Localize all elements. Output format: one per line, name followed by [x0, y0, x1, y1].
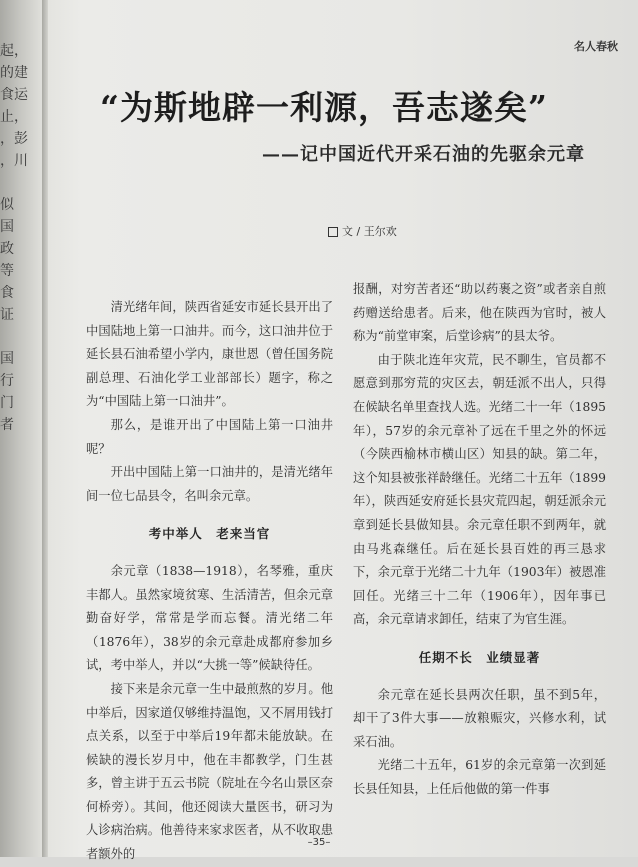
fragment-line: 者	[0, 417, 14, 433]
paragraph: 报酬，对穷苦者还“助以药裹之资”或者亲自煎药赠送给患者。后来，他在陕西为官时，被人称为“前堂审案，后堂诊病”的县太爷。	[353, 282, 606, 344]
fragment-line: 止，	[0, 109, 28, 125]
fragment-line: ，川	[0, 153, 28, 169]
fragment-line: 食运	[0, 87, 28, 103]
left-column	[86, 296, 333, 867]
article-subtitle: ——记中国近代开采石油的先驱余元章	[262, 144, 585, 165]
section-label: 名人春秋	[574, 40, 618, 53]
paragraph: 那么，是谁开出了中国陆上第一口油井呢？	[86, 417, 333, 456]
fragment-line: 食	[0, 285, 14, 301]
article-title: “为斯地辟一利源，吾志遂矣”	[100, 88, 548, 127]
right-column	[353, 278, 606, 801]
fragment-line: 国	[0, 351, 14, 367]
fragment-line: 等	[0, 263, 14, 279]
paragraph: 接下来是余元章一生中最煎熬的岁月。他中举后，因家道仅够维持温饱，又不屑用钱打点关系，以至于中举后19年都未能放缺。在候缺的漫长岁月中，他在丰都教学，门生甚多，曾主讲于五云书院（院址在今名山景区奈何桥旁）。其间，他还阅读大量医书，研习为人诊病治病。他善待来家求医者，从不收取患者额外的	[86, 681, 333, 862]
paragraph: 光绪二十五年，61岁的余元章第一次到延长县任知县，上任后他做的第一件事	[353, 758, 606, 796]
paragraph: 清光绪年间，陕西省延安市延长县开出了中国陆地上第一口油井。而今，这口油井位于延长县石油希望小学内，康世恩（曾任国务院副总理、石油化学工业部部长）题字，称之为“中国陆上第一口油井”。	[86, 300, 333, 409]
fragment-line: ，彭	[0, 131, 28, 147]
fragment-line: 起，	[0, 43, 28, 59]
square-bullet-icon	[328, 227, 338, 237]
section-heading: 考中举人 老来当官	[148, 526, 271, 542]
author-line: 文 / 王尔欢	[342, 225, 397, 238]
fragment-line	[0, 326, 30, 348]
previous-page-fragment	[0, 40, 30, 436]
section-heading: 任期不长 业绩显著	[418, 649, 541, 665]
page-binding-shadow	[42, 0, 48, 857]
page-number: –35–	[307, 837, 331, 848]
byline	[328, 223, 397, 239]
fragment-line: 证	[0, 307, 14, 323]
fragment-line: 政	[0, 241, 14, 257]
paragraph: 余元章（1838—1918），名琴雅，重庆丰都人。虽然家境贫寒、生活清苦，但余元章勤奋好学，常常是学而忘餐。清光绪二年（1876年），38岁的余元章赴成都府参加乡试，考中举人，并以“大挑一等”候缺待任。	[86, 563, 333, 673]
paragraph: 余元章在延长县两次任职，虽不到5年，却干了3件大事——放粮赈灾，兴修水利，试采石油。	[353, 687, 606, 749]
fragment-line: 的建	[0, 65, 28, 81]
fragment-line: 行	[0, 373, 14, 389]
fragment-line: 门	[0, 395, 14, 411]
paragraph: 由于陕北连年灾荒，民不聊生，官员都不愿意到那穷荒的灾区去，朝廷派不出人，只得在候缺名单里查找人选。光绪二十一年（1895年），57岁的余元章补了远在千里之外的怀远（今陕西榆林市横山区）知县的缺。第二年，这个知县被张祥龄继任。光绪二十五年（1899年），陕西延安府延长县灾荒四起，朝廷派余元章到延长县做知县。余元章任职不到两年，就由马兆森继任。后在延长县百姓的再三恳求下，余元章于光绪二十九年（1903年）被恩准回任。光绪三十二年（1906年），因年事已高，余元章请求卸任，结束了为官生涯。	[353, 352, 606, 627]
fragment-line: 似	[0, 197, 14, 213]
paragraph: 开出中国陆上第一口油井的，是清光绪年间一位七品县令，名叫余元章。	[86, 465, 333, 503]
fragment-line	[0, 172, 30, 194]
fragment-line: 国	[0, 219, 14, 235]
